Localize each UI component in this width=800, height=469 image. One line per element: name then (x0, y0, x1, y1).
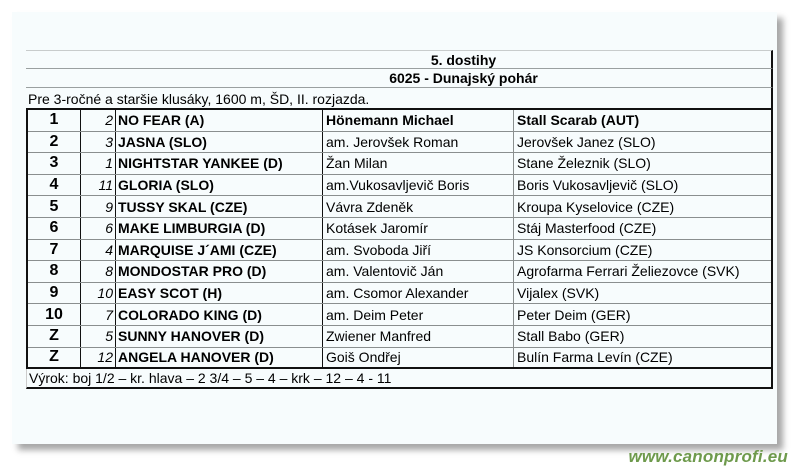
race-title (26, 50, 773, 69)
table-row (28, 348, 771, 370)
place-cell: Z (28, 326, 81, 347)
owner-cell: Boris Vukosavljevič (SLO) (517, 177, 679, 194)
start-number-cell: 12 (81, 348, 116, 368)
owner-cell: JS Konsorcium (CZE) (517, 241, 653, 258)
race-title-text: 5. dostihy (430, 51, 497, 68)
table-row (28, 304, 771, 326)
owner-cell: Stáj Masterfood (CZE) (517, 220, 657, 237)
place-cell: 8 (28, 261, 81, 282)
horse-cell: MAKE LIMBURGIA (D) (116, 218, 323, 239)
horse-cell: GLORIA (SLO) (116, 175, 323, 196)
driver-cell: am. Svoboda Jiří (323, 240, 514, 261)
horse-cell: MARQUISE J´AMI (CZE) (116, 240, 323, 261)
owner-cell: Peter Deim (GER) (517, 306, 631, 323)
horse-cell: NIGHTSTAR YANKEE (D) (116, 153, 323, 174)
owner-cell: Bulín Farma Levín (CZE) (517, 349, 673, 366)
table-row (28, 283, 771, 305)
driver-cell: am.Vukosavljevič Boris (323, 175, 514, 196)
horse-cell: TUSSY SKAL (CZE) (116, 196, 323, 217)
owner-cell: Jerovšek Janez (SLO) (517, 133, 656, 150)
driver-cell: Vávra Zdeněk (323, 196, 514, 217)
table-row (28, 261, 771, 283)
table-row (28, 218, 771, 240)
place-cell: Z (28, 348, 81, 368)
start-number-cell: 5 (81, 326, 116, 347)
driver-cell: am. Valentovič Ján (323, 261, 514, 282)
place-cell: 9 (28, 283, 81, 304)
owner-cell: Kroupa Kyselovice (CZE) (517, 198, 675, 215)
results-table (26, 108, 773, 369)
start-number-cell: 4 (81, 240, 116, 261)
start-number-cell: 7 (81, 304, 116, 325)
race-results-sheet (26, 50, 773, 389)
horse-cell: ANGELA HANOVER (D) (116, 348, 323, 368)
driver-cell: Goiš Ondřej (323, 348, 514, 368)
table-row (28, 196, 771, 218)
race-verdict: Výrok: boj 1/2 – kr. hlava – 2 3/4 – 5 – 4 – krk – 12 – 4 - 11 (26, 369, 773, 389)
driver-cell: Žan Milan (323, 153, 514, 174)
owner-cell: Agrofarma Ferrari Želiezovce (SVK) (517, 263, 740, 280)
watermark: www.canonprofi.eu (628, 447, 788, 466)
start-number-cell: 10 (81, 283, 116, 304)
place-cell: 1 (28, 110, 81, 131)
start-number-cell: 1 (81, 153, 116, 174)
driver-cell: Kotásek Jaromír (323, 218, 514, 239)
table-row (28, 132, 771, 154)
start-number-cell: 6 (81, 218, 116, 239)
horse-cell: NO FEAR (A) (116, 110, 323, 131)
driver-cell: Hönemann Michael (323, 110, 514, 131)
owner-cell: Stane Železnik (SLO) (517, 155, 651, 172)
driver-cell: am. Jerovšek Roman (323, 132, 514, 153)
place-cell: 4 (28, 175, 81, 196)
start-number-cell: 3 (81, 132, 116, 153)
race-conditions: Pre 3-ročné a staršie klusáky, 1600 m, ŠD, II. rozjazda. (26, 88, 773, 108)
horse-cell: EASY SCOT (H) (116, 283, 323, 304)
start-number-cell: 11 (81, 175, 116, 196)
owner-cell: Stall Scarab (AUT) (517, 112, 640, 129)
table-row (28, 153, 771, 175)
place-cell: 5 (28, 196, 81, 217)
horse-cell: JASNA (SLO) (116, 132, 323, 153)
driver-cell: am. Deim Peter (323, 304, 514, 325)
place-cell: 6 (28, 218, 81, 239)
table-row (28, 110, 771, 132)
place-cell: 10 (28, 304, 81, 325)
place-cell: 7 (28, 240, 81, 261)
table-row (28, 175, 771, 197)
start-number-cell: 9 (81, 196, 116, 217)
horse-cell: MONDOSTAR PRO (D) (116, 261, 323, 282)
driver-cell: am. Csomor Alexander (323, 283, 514, 304)
race-subtitle (26, 69, 773, 88)
place-cell: 2 (28, 132, 81, 153)
horse-cell: COLORADO KING (D) (116, 304, 323, 325)
start-number-cell: 2 (81, 110, 116, 131)
horse-cell: SUNNY HANOVER (D) (116, 326, 323, 347)
race-subtitle-text: 6025 - Dunajský pohár (389, 70, 538, 86)
owner-cell: Vijalex (SVK) (517, 285, 600, 302)
table-row (28, 326, 771, 348)
table-row (28, 240, 771, 262)
start-number-cell: 8 (81, 261, 116, 282)
place-cell: 3 (28, 153, 81, 174)
owner-cell: Stall Babo (GER) (517, 328, 625, 345)
driver-cell: Zwiener Manfred (323, 326, 514, 347)
